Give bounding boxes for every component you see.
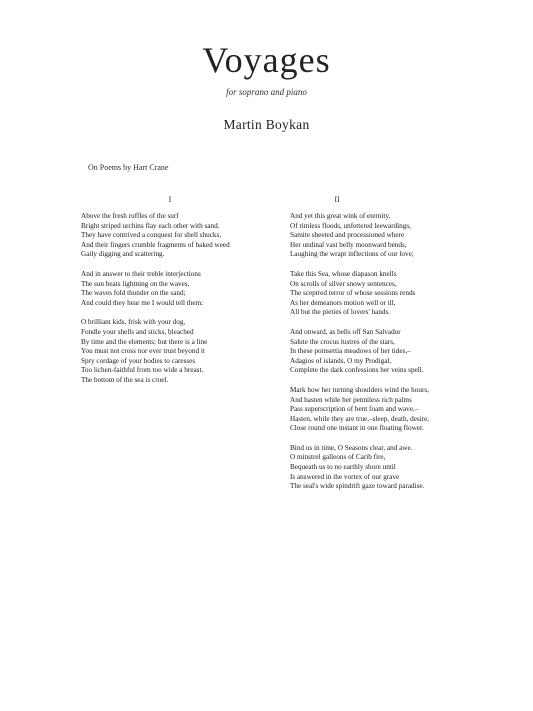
- poem-line: Of rimless floods, unfettered leewardings,: [290, 221, 411, 230]
- poem-line: O minstrel galleons of Carib fire,: [290, 453, 386, 462]
- subtitle: for soprano and piano: [226, 87, 307, 97]
- composer-name: Martin Boykan: [223, 117, 310, 132]
- poem-line: Bind us in time, O Seasons clear, and awe.: [290, 443, 413, 452]
- poem-line: Above the fresh ruffles of the surf: [81, 212, 179, 220]
- poem-line: Pass superscription of bent foam and wave,–: [290, 405, 419, 414]
- poem-line: All but the pieties of lovers' hands.: [290, 308, 391, 317]
- poem-line: Laughing the wrapt inflections of our love;: [290, 250, 414, 259]
- poem-section-2: [290, 212, 429, 502]
- stanza: [81, 318, 230, 385]
- page-title: Voyages: [202, 40, 331, 80]
- poem-line: By time and the elements; but there is a line: [81, 337, 208, 346]
- stanza: [290, 328, 429, 376]
- poem-line: The seal's wide spindrift gaze toward paradise.: [290, 482, 425, 491]
- poem-line: O brilliant kids, frisk with your dog,: [81, 318, 186, 327]
- stanza: [290, 386, 429, 434]
- section-number-2: II: [334, 195, 340, 204]
- poem-line: Complete the dark confessions her veins spell.: [290, 366, 424, 375]
- stanza: [81, 212, 230, 260]
- poem-line: Take this Sea, whose diapason knells: [290, 269, 397, 278]
- poem-line: Bequeath us to no earthly shore until: [290, 463, 396, 472]
- poem-line: Close round one instant in one floating flower.: [290, 424, 424, 433]
- poem-line: Is answered in the vortex of our grave: [290, 472, 400, 481]
- poem-line: Her undinal vast belly moonward bends,: [290, 240, 407, 249]
- poem-line: Adagios of islands, O my Prodigal,: [290, 356, 392, 365]
- section-number-1: I: [168, 195, 172, 204]
- poem-line: In these poinsettia meadows of her tides,–: [290, 347, 411, 356]
- poem-line: And could they hear me I would tell them:: [81, 298, 204, 307]
- poem-line: Gaily digging and scattering.: [81, 250, 165, 259]
- poem-line: The bottom of the sea is cruel.: [81, 375, 169, 384]
- stanza: [290, 270, 429, 318]
- poem-line: The sceptred terror of whose sessions rends: [290, 289, 416, 298]
- stanza: [81, 270, 230, 308]
- poem-line: Mark how her turning shoulders wind the hours,: [290, 385, 429, 394]
- poem-line: And yet this great wink of eternity,: [290, 212, 391, 220]
- poem-line: Too lichen-faithful from too wide a breast.: [81, 366, 204, 375]
- poem-line: And their fingers crumble fragments of baked weed: [81, 240, 230, 249]
- poem-section-1: [81, 212, 230, 396]
- source-attribution: On Poems by Hart Crane: [88, 163, 169, 172]
- poem-line: Bright striped urchins flay each other with sand.: [81, 221, 220, 230]
- poem-line: As her demeanors motion well or ill,: [290, 298, 396, 307]
- poem-line: You must not cross nor ever trust beyond it: [81, 347, 205, 356]
- stanza: [290, 212, 429, 260]
- poem-line: And hasten while her penniless rich palms: [290, 395, 412, 404]
- poem-line: The sun beats lightning on the waves,: [81, 279, 190, 288]
- poem-line: Fondle your shells and sticks, bleached: [81, 327, 194, 336]
- poem-line: Samite sheeted and processioned where: [290, 231, 405, 240]
- poem-line: And onward, as bells off San Salvador: [290, 327, 401, 336]
- stanza: [290, 444, 429, 492]
- poem-line: They have contrived a conquest for shell shucks,: [81, 231, 222, 240]
- poem-line: On scrolls of silver snowy sentences,: [290, 279, 397, 288]
- poem-line: The waves fold thunder on the sand;: [81, 289, 186, 298]
- poem-line: And in answer to their treble interjections: [81, 269, 201, 278]
- poem-line: Hasten, while they are true,–sleep, death, desire,: [290, 414, 430, 423]
- poem-line: Spry cordage of your bodies to caresses: [81, 356, 196, 365]
- poem-line: Salute the crocus lustres of the stars,: [290, 337, 395, 346]
